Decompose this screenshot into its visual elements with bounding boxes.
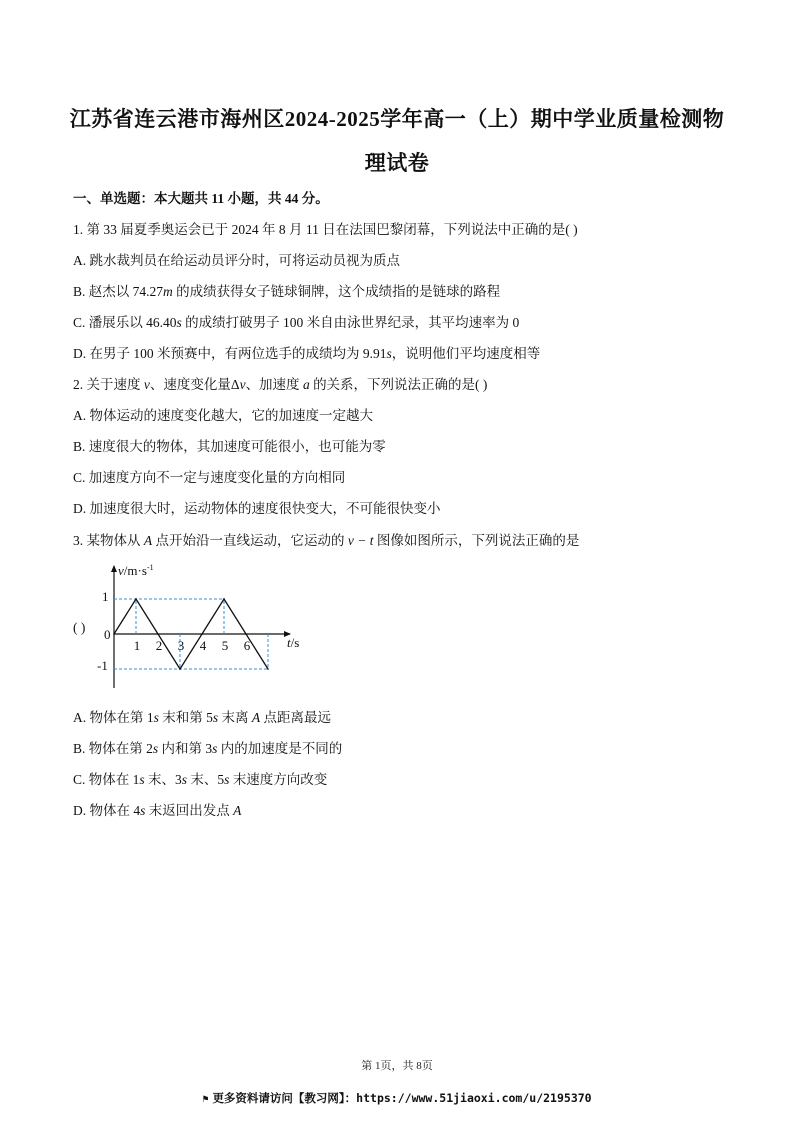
q3-stem-mid: 点开始沿一直线运动，它运动的	[152, 533, 348, 548]
q1-c-post: 的成绩打破男子 100 米自由泳世界纪录，其平均速率为 0	[181, 315, 520, 330]
q3-stem-A: A	[143, 533, 153, 548]
data-point-6	[245, 633, 247, 635]
x-tick-3: 3	[177, 638, 185, 653]
y-tick-1: 1	[102, 589, 109, 604]
q2-option-a: A. 物体运动的速度变化越大，它的加速度一定越大	[73, 408, 373, 423]
q1-b-post: 的成绩获得女子链球铜牌，这个成绩指的是链球的路程	[172, 284, 501, 299]
x-tick-2: 2	[155, 638, 163, 653]
q2-stem	[73, 373, 487, 393]
section-heading-single-choice: 一、单选题：本大题共 11 小题，共 44 分。	[73, 191, 329, 206]
y-tick-minus1: -1	[97, 658, 108, 673]
q3-option-d	[73, 799, 241, 819]
q3-a-s2: s	[212, 710, 219, 725]
q2-option-d: D. 加速度很大时，运动物体的速度很快变大，不可能很快变小	[73, 501, 441, 516]
q3-c-s2: s	[181, 772, 188, 787]
q3-c-s3: s	[224, 772, 230, 787]
x-tick-5: 5	[221, 638, 229, 653]
x-tick-6: 6	[243, 638, 251, 653]
q3-a-pre: A. 物体在第 1	[73, 710, 154, 725]
q3-a-s1: s	[153, 710, 159, 725]
promo-banner[interactable]	[0, 1090, 794, 1106]
q3-option-a	[73, 706, 331, 726]
q2-option-c: C. 加速度方向不一定与速度变化量的方向相同	[73, 470, 346, 485]
q2-stem-mid2: 、加速度	[245, 377, 303, 392]
q2-stem-mid1: 、速度变化量Δ	[149, 377, 240, 392]
q1-d-post: ，说明他们平均速度相等	[391, 346, 541, 361]
q3-c-mid1: 末、3	[144, 772, 182, 787]
q3-b-mid: 内和第 3	[158, 741, 213, 756]
q3-c-post: 末速度方向改变	[229, 772, 328, 787]
q2-stem-post: 的关系，下列说法正确的是( )	[309, 377, 488, 392]
q3-b-pre: B. 物体在第 2	[73, 741, 153, 756]
page-footer: 第 1页，共 8页	[361, 1060, 433, 1072]
q3-b-s2: s	[212, 741, 218, 756]
q1-stem: 1. 第 33 届夏季奥运会已于 2024 年 8 月 11 日在法国巴黎闭幕，下列说法中正确的是( )	[73, 222, 578, 237]
x-label-t: t	[287, 635, 291, 650]
q3-b-s1: s	[152, 741, 159, 756]
q1-option-a: A. 跳水裁判员在给运动员评分时，可将运动员视为质点	[73, 253, 400, 268]
x-axis-label	[287, 635, 299, 650]
exam-title-line2: 理试卷	[364, 151, 430, 175]
q2-stem-pre: 2. 关于速度	[73, 377, 144, 392]
q3-a-mid: 末和第 5	[158, 710, 213, 725]
q3-stem-pre: 3. 某物体从	[73, 533, 144, 548]
x-label-unit: /s	[290, 635, 300, 650]
data-point-0	[113, 633, 115, 635]
y-label-unit: /m·s	[123, 563, 147, 578]
q3-d-s: s	[140, 803, 146, 818]
q1-d-pre: D. 在男子 100 米预赛中，有两位选手的成绩均为 9.91	[73, 346, 387, 361]
x-tick-labels	[134, 638, 251, 653]
promo-text[interactable]: 更多资料请访问【教习网】：https://www.51jiaoxi.com/u/2195370	[212, 1091, 592, 1105]
q3-option-c	[73, 768, 327, 788]
x-tick-4: 4	[199, 638, 207, 653]
q3-a-A: A	[251, 710, 261, 725]
y-axis-label	[118, 563, 154, 578]
q3-stem-post: 图像如图所示，下列说法正确的是	[373, 533, 580, 548]
q2-stem-a: a	[302, 377, 310, 392]
exam-title-line1: 江苏省连云港市海州区2024-2025学年高一（上）期中学业质量检测物	[69, 107, 725, 131]
vt-graph	[97, 562, 314, 692]
q1-c-unit: s	[176, 315, 182, 330]
q3-c-mid2: 末、5	[187, 772, 225, 787]
q3-d-mid: 末返回出发点	[145, 803, 234, 818]
data-point-4	[201, 633, 203, 635]
q3-a-mid2: 末离	[218, 710, 252, 725]
data-point-7	[267, 668, 269, 670]
q3-c-s1: s	[139, 772, 145, 787]
q3-d-pre: D. 物体在 4	[73, 803, 141, 818]
data-point-3	[179, 668, 181, 670]
q2-stem-v: v	[143, 377, 150, 392]
q3-answer-paren: ( )	[73, 620, 86, 635]
origin-label: 0	[104, 627, 111, 642]
q3-b-post: 内的加速度是不同的	[217, 741, 343, 756]
q2-stem-dv: v	[239, 377, 246, 392]
q3-d-A: A	[233, 803, 242, 818]
data-point-5	[223, 598, 225, 600]
x-tick-1: 1	[133, 638, 141, 653]
y-label-exp: -1	[146, 563, 154, 572]
q3-stem-vt: v − t	[347, 533, 374, 548]
q3-stem	[73, 529, 579, 549]
q3-c-pre: C. 物体在 1	[73, 772, 140, 787]
data-point-2	[157, 633, 159, 635]
q3-option-b	[73, 737, 342, 757]
y-label-v: v	[118, 563, 124, 578]
q1-c-pre: C. 潘展乐以 46.40	[73, 315, 177, 330]
data-point-1	[135, 598, 137, 600]
q1-b-pre: B. 赵杰以 74.27	[73, 284, 164, 299]
q1-option-d	[73, 342, 540, 362]
q2-option-b: B. 速度很大的物体，其加速度可能很小，也可能为零	[73, 439, 386, 454]
q1-option-c	[73, 311, 519, 331]
q1-option-b	[73, 280, 500, 300]
q3-a-post: 点距离最远	[260, 710, 332, 725]
flag-icon: ⚑	[202, 1094, 209, 1105]
q1-d-unit: s	[386, 346, 392, 361]
q1-b-unit: m	[163, 284, 173, 299]
